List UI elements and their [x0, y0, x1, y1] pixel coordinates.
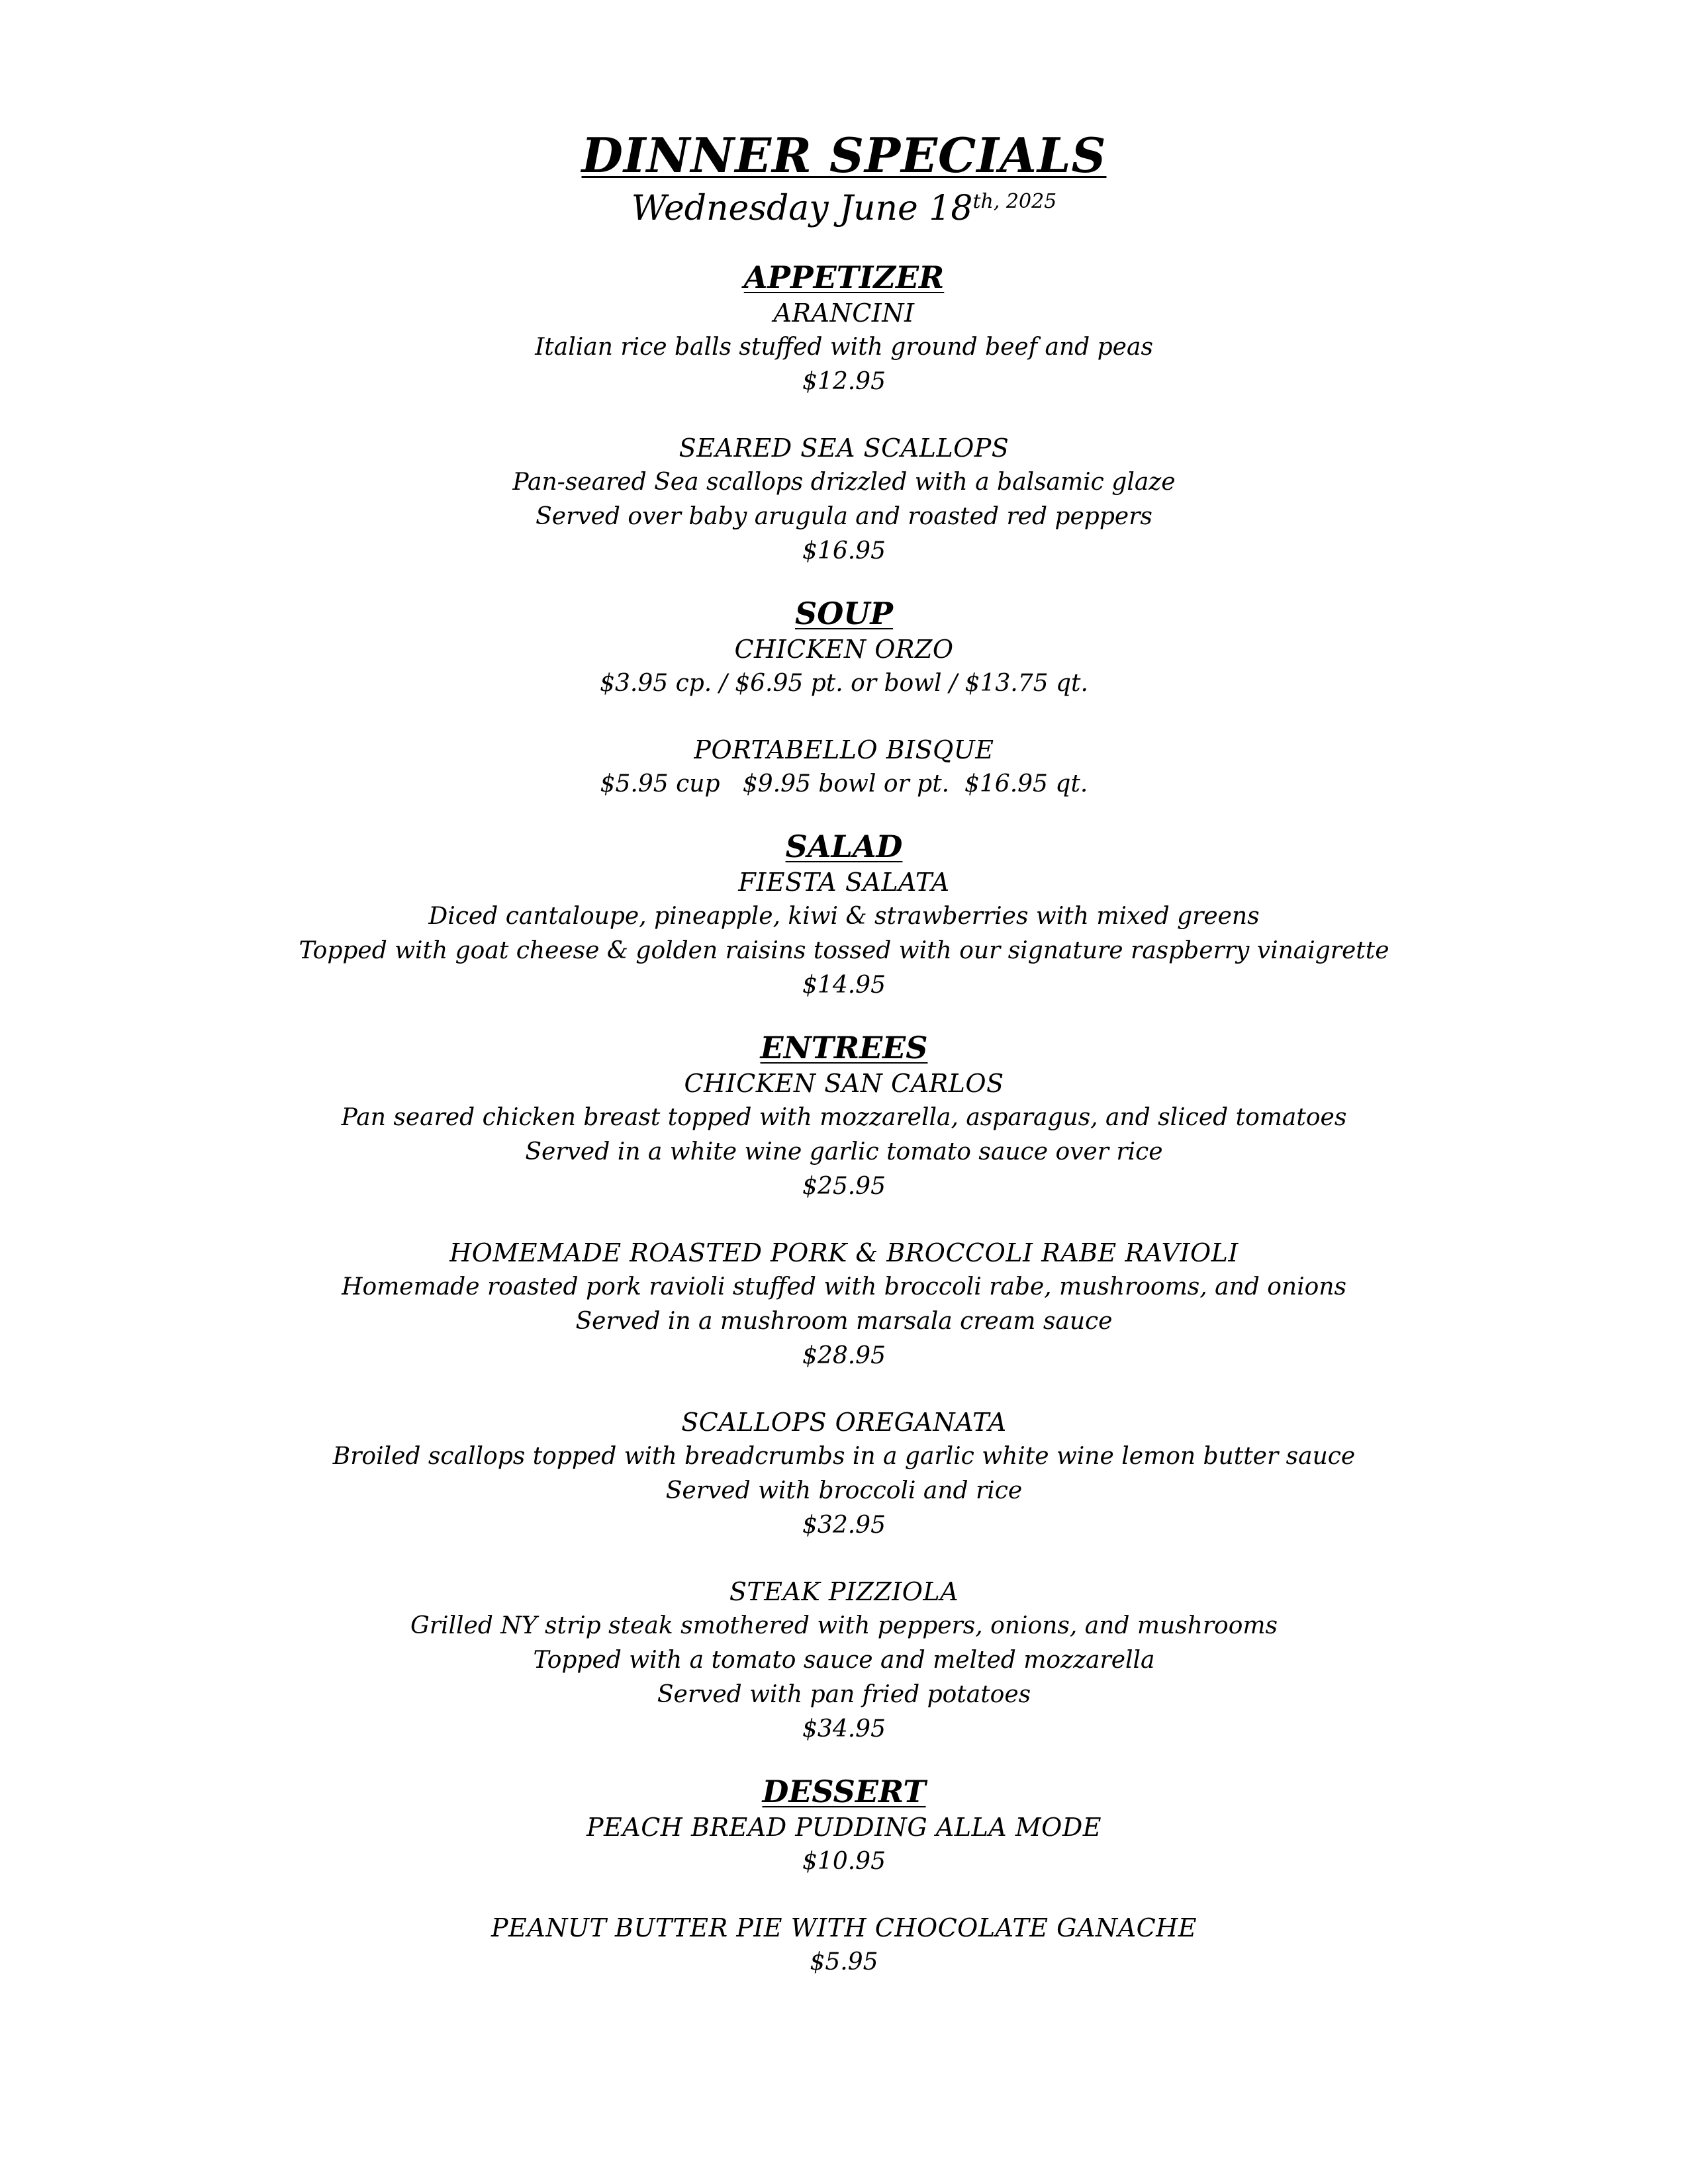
item-name: STEAK PIZZIOLA: [729, 1577, 959, 1606]
item-name: PEACH BREAD PUDDING ALLA MODE: [586, 1813, 1102, 1842]
item-name: SCALLOPS OREGANATA: [681, 1408, 1007, 1437]
item-description: Served over baby arugula and roasted red peppers: [536, 503, 1152, 530]
item-name: HOMEMADE ROASTED PORK & BROCCOLI RABE RAVIOLI: [449, 1238, 1239, 1267]
menu-item: [0, 865, 1688, 1003]
item-price: $32.95: [802, 1512, 886, 1539]
menu-item: [0, 1236, 1688, 1373]
item-name: FIESTA SALATA: [738, 868, 950, 897]
section-dessert: [0, 1773, 1688, 1979]
section-heading: ENTREES: [760, 1030, 928, 1066]
section-heading: SALAD: [785, 829, 903, 864]
item-price: $10.95: [802, 1848, 886, 1875]
item-price: $25.95: [802, 1173, 886, 1200]
date-year: , 2025: [993, 190, 1057, 213]
item-description: Served in a mushroom marsala cream sauce: [575, 1308, 1113, 1335]
item-name: PEANUT BUTTER PIE WITH CHOCOLATE GANACHE: [491, 1913, 1197, 1942]
item-price: $5.95: [810, 1948, 878, 1976]
date-ordinal: th: [972, 190, 994, 213]
item-price: $34.95: [802, 1715, 886, 1743]
item-description: Served with pan fried potatoes: [657, 1681, 1031, 1708]
menu-item: [0, 632, 1688, 701]
menu-item: [0, 1405, 1688, 1543]
menu-item: [0, 733, 1688, 801]
item-description: Pan seared chicken breast topped with mozzarella, asparagus, and sliced tomatoes: [341, 1104, 1347, 1131]
item-description: Homemade roasted pork ravioli stuffed with broccoli rabe, mushrooms, and onions: [342, 1273, 1346, 1300]
section-salad: [0, 828, 1688, 1003]
item-description: Italian rice balls stuffed with ground beef and peas: [535, 334, 1153, 361]
menu-item: [0, 1066, 1688, 1204]
item-name: SEARED SEA SCALLOPS: [679, 433, 1009, 463]
item-description: Topped with goat cheese & golden raisins tossed with our signature raspberry vinaigrette: [299, 937, 1389, 964]
item-price: $16.95: [802, 537, 886, 565]
section-heading: APPETIZER: [743, 259, 945, 295]
section-heading: DESSERT: [762, 1774, 926, 1809]
item-price: $14.95: [802, 972, 886, 999]
menu-item: [0, 1911, 1688, 1979]
item-price: $12.95: [802, 368, 886, 395]
menu-item: [0, 1810, 1688, 1879]
item-price: $5.95 cup $9.95 bowl or pt. $16.95 qt.: [600, 770, 1088, 797]
section-appetizer: [0, 259, 1688, 569]
item-price: $28.95: [802, 1342, 886, 1369]
item-description: Topped with a tomato sauce and melted mozzarella: [533, 1647, 1155, 1674]
item-description: Grilled NY strip steak smothered with peppers, onions, and mushrooms: [410, 1612, 1278, 1639]
item-name: ARANCINI: [773, 298, 915, 328]
item-description: Served with broccoli and rice: [665, 1477, 1023, 1504]
menu-item: [0, 431, 1688, 569]
menu-item: [0, 296, 1688, 399]
item-description: Served in a white wine garlic tomato sauce over rice: [525, 1138, 1163, 1165]
page-title: DINNER SPECIALS: [581, 127, 1107, 183]
section-heading: SOUP: [795, 596, 893, 631]
item-description: Diced cantaloupe, pineapple, kiwi & strawberries with mixed greens: [428, 903, 1260, 930]
date-text: Wednesday June 18: [631, 189, 973, 228]
item-description: Pan-seared Sea scallops drizzled with a balsamic glaze: [512, 469, 1176, 496]
menu-date: [0, 187, 1688, 230]
item-name: CHICKEN ORZO: [734, 635, 954, 664]
item-name: PORTABELLO BISQUE: [694, 735, 994, 764]
item-name: CHICKEN SAN CARLOS: [684, 1069, 1004, 1098]
item-description: Broiled scallops topped with breadcrumbs in a garlic white wine lemon butter sauce: [332, 1443, 1356, 1470]
section-soup: [0, 595, 1688, 801]
menu-item: [0, 1574, 1688, 1747]
section-entrees: [0, 1029, 1688, 1747]
item-price: $3.95 cp. / $6.95 pt. or bowl / $13.75 qt.: [600, 670, 1088, 697]
